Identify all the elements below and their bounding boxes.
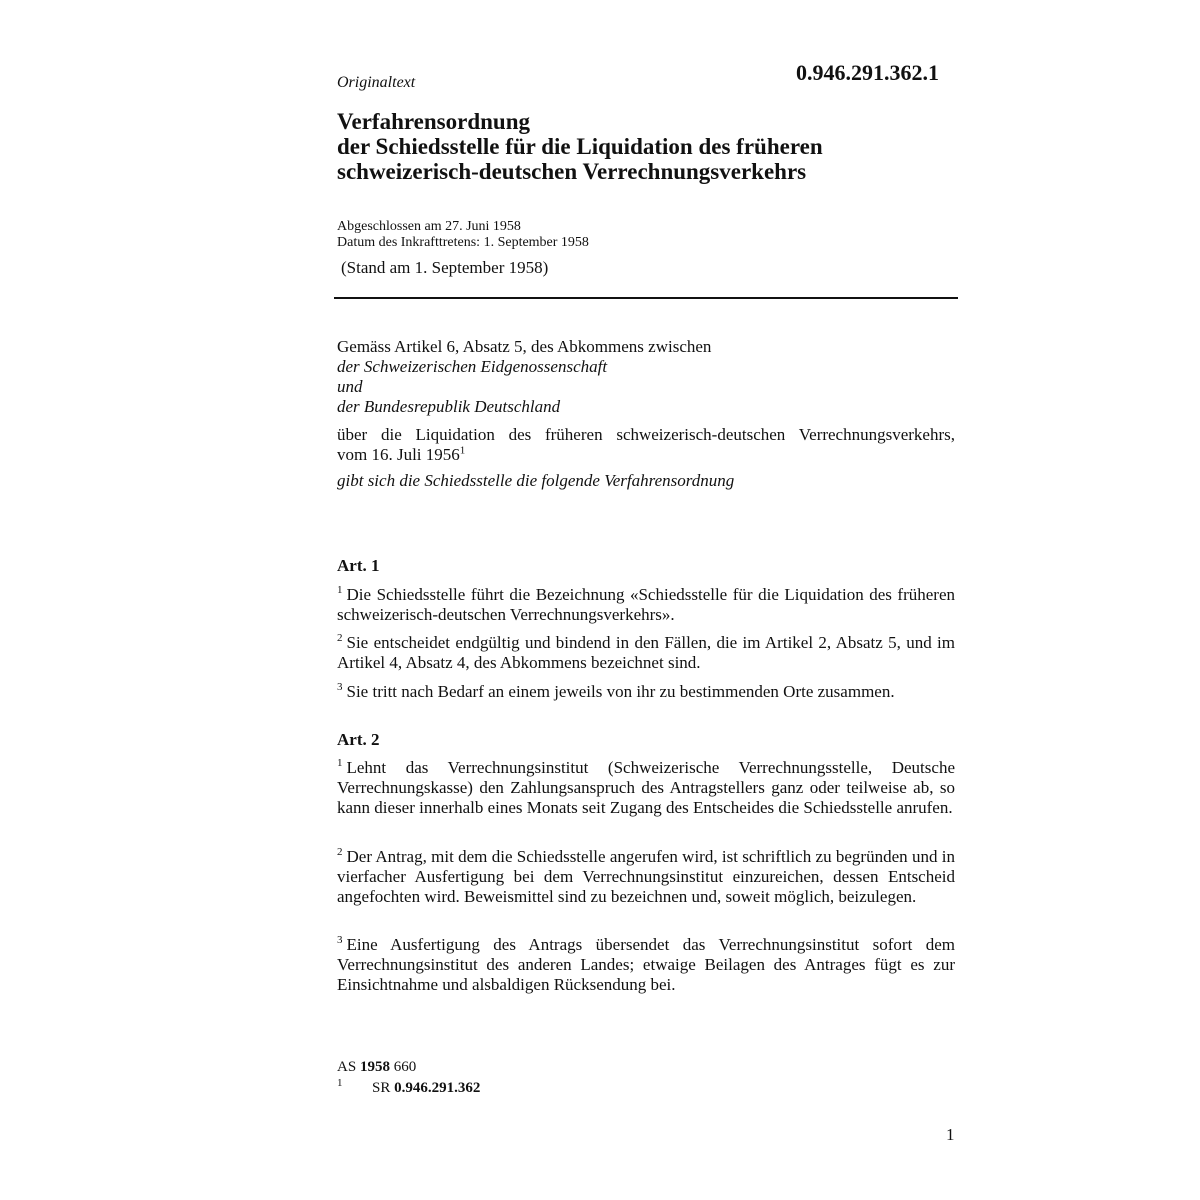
para-number: 2	[337, 632, 343, 645]
art-1-heading: Art. 1	[337, 556, 380, 575]
preamble-party-1: der Schweizerischen Eidgenossenschaft	[337, 357, 608, 376]
art-1-para-3	[337, 682, 955, 702]
originaltext-label: Originaltext	[337, 74, 416, 91]
art-2-para-2	[337, 847, 955, 907]
para-text: Sie entscheidet endgültig und bindend in den Fällen, die im Artikel 2, Absatz 5, und im Artikel 4, Absatz 4, des Abkommens bezeichnet sind.	[337, 633, 955, 672]
para-number: 3	[337, 934, 343, 947]
as-page: 660	[393, 1059, 417, 1075]
as-reference	[337, 1059, 416, 1076]
art-2-para-3	[337, 935, 955, 995]
abgeschlossen-date: Abgeschlossen am 27. Juni 1958	[337, 219, 521, 234]
title-line-2: der Schiedsstelle für die Liquidation des früheren	[337, 134, 823, 159]
footnote-number: 1	[337, 1077, 343, 1089]
page-number: 1	[946, 1125, 955, 1144]
preamble-agreement	[337, 425, 955, 465]
para-number: 2	[337, 846, 343, 859]
sr-prefix: SR	[372, 1080, 391, 1096]
preamble-party-2: der Bundesrepublik Deutschland	[337, 397, 561, 416]
as-year: 1958	[359, 1059, 390, 1075]
preamble-und: und	[337, 377, 363, 396]
preamble-agreement-line-2	[337, 445, 955, 465]
footnote-ref-1[interactable]: 1	[459, 444, 466, 457]
para-text: Die Schiedsstelle führt die Bezeichnung «Schiedsstelle für die Liquidation des früheren schweizerisch-deutschen Verrechnungsverkehrs».	[337, 585, 955, 624]
para-number: 3	[337, 681, 343, 694]
preamble-closing: gibt sich die Schiedsstelle die folgende Verfahrensordnung	[337, 471, 735, 490]
as-prefix: AS	[337, 1059, 357, 1075]
preamble-line-1: Gemäss Artikel 6, Absatz 5, des Abkommens zwischen	[337, 337, 712, 356]
art-1-para-1	[337, 585, 955, 625]
preamble	[337, 337, 955, 417]
title-line-3: schweizerisch-deutschen Verrechnungsverkehrs	[337, 159, 807, 184]
document-title	[337, 109, 977, 184]
preamble-agreement-line-1: über die Liquidation des früheren schweizerisch-deutschen Verrechnungsverkehrs,	[337, 425, 955, 444]
para-text: Lehnt das Verrechnungsinstitut (Schweizerische Verrechnungsstelle, Deutsche Verrechnungskasse) den Zahlungsanspruch des Antragstellers ganz oder teilweise ab, so kann dieser innerhalb eines Monats seit Zugang des Entscheides die Schiedsstelle anrufen.	[337, 758, 955, 817]
footnote-1	[337, 1077, 481, 1097]
sr-number: 0.946.291.362.1	[796, 60, 939, 85]
para-number: 1	[337, 584, 343, 597]
para-text: Der Antrag, mit dem die Schiedsstelle angerufen wird, ist schriftlich zu begründen und in vierfacher Ausfertigung bei dem Verrechnungsinstitut einzureichen, dessen Entscheid angefochten wird. Beweismittel sind zu bezeichnen und, soweit möglich, beizulegen.	[337, 847, 955, 906]
art-2-para-1	[337, 758, 955, 818]
art-2-heading: Art. 2	[337, 730, 380, 749]
inkrafttreten-date: Datum des Inkrafttretens: 1. September 1958	[337, 235, 589, 250]
para-text: Sie tritt nach Bedarf an einem jeweils von ihr zu bestimmenden Orte zusammen.	[346, 682, 895, 701]
preamble-agreement-date: vom 16. Juli 1956	[337, 445, 460, 464]
para-text: Eine Ausfertigung des Antrags übersendet das Verrechnungsinstitut sofort dem Verrechnungsinstitut des anderen Landes; etwaige Beilagen des Antrages fügt es zur Einsichtnahme und alsbaldigen Rücksendung bei.	[337, 935, 955, 994]
document-meta	[337, 219, 589, 251]
sr-reference[interactable]: 0.946.291.362	[394, 1080, 481, 1096]
header-divider	[334, 297, 958, 299]
stand-date: (Stand am 1. September 1958)	[341, 258, 549, 277]
para-number: 1	[337, 757, 343, 770]
art-1-para-2	[337, 633, 955, 673]
title-line-1: Verfahrensordnung	[337, 109, 530, 134]
